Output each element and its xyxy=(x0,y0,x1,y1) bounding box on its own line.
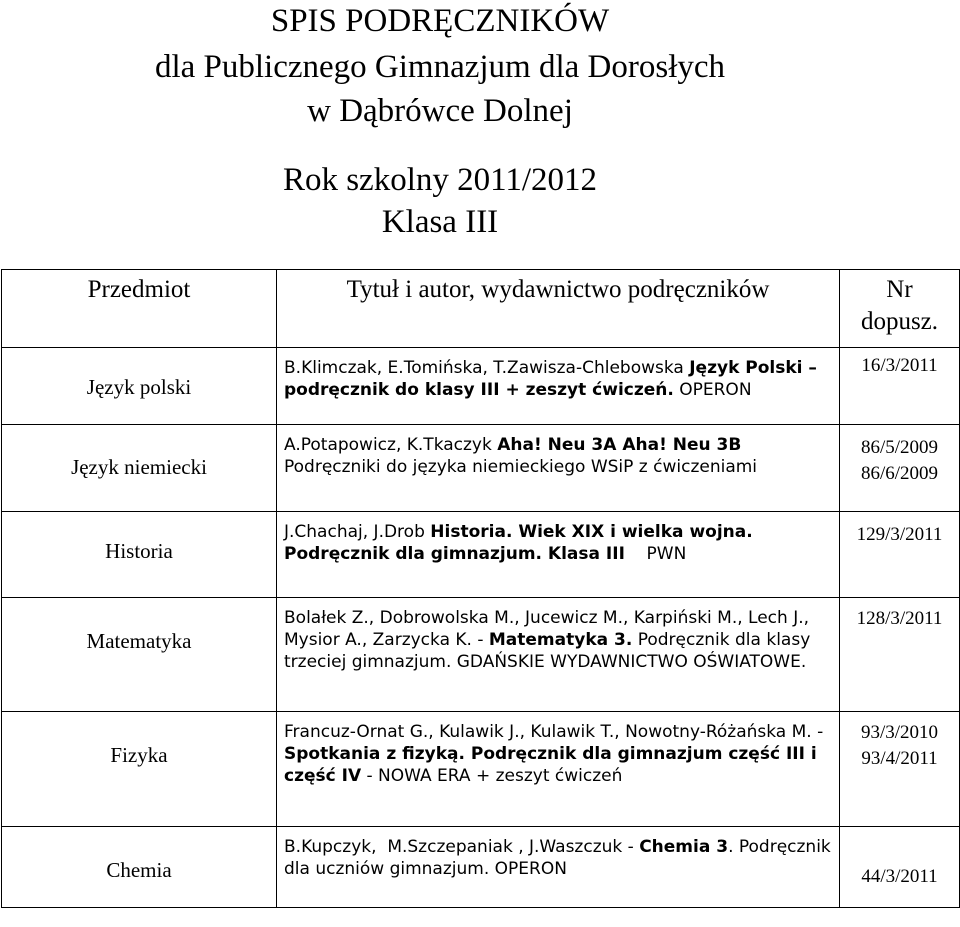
book-cell xyxy=(277,712,840,827)
header-subject: Przedmiot xyxy=(2,270,277,348)
approval-number-cell xyxy=(840,827,960,908)
approval-number: 86/6/2009 xyxy=(860,463,939,484)
approval-number: 128/3/2011 xyxy=(856,608,943,629)
approval-number: 129/3/2011 xyxy=(856,524,943,545)
title-line-3: w Dąbrówce Dolnej xyxy=(307,93,573,129)
book-cell xyxy=(277,598,840,712)
table-row xyxy=(2,425,960,512)
approval-number: 93/3/2010 xyxy=(860,722,939,743)
book-title-bold: Matematyka 3. xyxy=(488,630,633,650)
book-text: . Podręcznik dla uczniów gimnazjum. OPERON xyxy=(284,837,837,879)
subject-name: Język polski xyxy=(86,375,192,399)
subject-name: Historia xyxy=(105,539,173,563)
approval-number-cell xyxy=(840,712,960,827)
subject-name: Chemia xyxy=(106,858,172,882)
book-text: OPERON xyxy=(673,380,752,400)
book-text: A.Potapowicz, K.Tkaczyk xyxy=(284,435,498,455)
book-cell xyxy=(277,512,840,598)
book-text: Podręczniki do języka niemieckiego WSiP z ćwiczeniami xyxy=(284,435,758,477)
title-line-2: dla Publicznego Gimnazjum dla Dorosłych xyxy=(154,49,726,85)
title-line-1: SPIS PODRĘCZNIKÓW xyxy=(270,3,610,39)
approval-number-cell xyxy=(840,598,960,712)
table-row xyxy=(2,512,960,598)
subject-cell xyxy=(2,348,277,425)
book-title-bold: Spotkania z fizyką. Podręcznik dla gimnazjum część III i część IV xyxy=(284,744,823,786)
class-label: Klasa III xyxy=(381,204,499,240)
book-description xyxy=(277,712,839,787)
approval-number-cell xyxy=(840,348,960,425)
book-text: Bolałek Z., Dobrowolska M., Jucewicz M., Karpiński M., Lech J., Mysior A., Zarzycka K. - xyxy=(284,608,815,650)
book-description xyxy=(277,512,839,565)
book-text: J.Chachaj, J.Drob xyxy=(284,522,431,542)
book-text: Podręcznik dla klasy trzeciej gimnazjum. GDAŃSKIE WYDAWNICTWO OŚWIATOWE. xyxy=(284,630,816,672)
approval-number-cell xyxy=(840,512,960,598)
header-title: Tytuł i autor, wydawnictwo podręczników xyxy=(277,270,840,348)
table-row xyxy=(2,348,960,425)
table-row xyxy=(2,598,960,712)
book-cell xyxy=(277,425,840,512)
subject-name: Język niemiecki xyxy=(71,455,207,479)
book-title-bold: Historia. Wiek XIX i wielka wojna. Podręcznik dla gimnazjum. Klasa III xyxy=(284,522,759,564)
approval-number: 44/3/2011 xyxy=(861,866,938,887)
book-description xyxy=(277,425,839,478)
book-title-bold: Aha! Neu 3A Aha! Neu 3B xyxy=(497,435,742,455)
book-text: PWN xyxy=(624,544,687,564)
book-description xyxy=(277,827,839,880)
school-year: Rok szkolny 2011/2012 xyxy=(282,162,598,198)
book-title-bold: Chemia 3 xyxy=(639,837,729,857)
subject-cell xyxy=(2,712,277,827)
book-title-bold: Język Polski – podręcznik do klasy III + zeszyt ćwiczeń. xyxy=(284,358,823,400)
book-text: B.Klimczak, E.Tomińska, T.Zawisza-Chlebowska xyxy=(284,358,690,378)
subject-name: Matematyka xyxy=(86,629,192,653)
book-cell xyxy=(277,348,840,425)
subject-cell xyxy=(2,425,277,512)
book-description xyxy=(277,348,839,401)
book-text: Francuz-Ornat G., Kulawik J., Kulawik T., Nowotny-Różańska M. - xyxy=(284,722,829,742)
subject-cell xyxy=(2,512,277,598)
approval-number: 16/3/2011 xyxy=(861,355,938,376)
book-cell xyxy=(277,827,840,908)
book-text: B.Kupczyk, M.Szczepaniak , J.Waszczuk - xyxy=(284,837,640,857)
header-nr-line2: dopusz. xyxy=(860,308,939,335)
header-nr-line1: Nr xyxy=(886,276,913,303)
book-description xyxy=(277,598,839,673)
approval-number-cell xyxy=(840,425,960,512)
subject-cell xyxy=(2,827,277,908)
approval-number: 93/4/2011 xyxy=(861,748,938,769)
table-row xyxy=(2,827,960,908)
subject-name: Fizyka xyxy=(110,743,168,767)
approval-number: 86/5/2009 xyxy=(860,437,939,458)
subject-cell xyxy=(2,598,277,712)
textbook-table xyxy=(1,269,960,908)
header-nr xyxy=(840,270,960,348)
book-text: - NOWA ERA + zeszyt ćwiczeń xyxy=(361,766,623,786)
table-row xyxy=(2,712,960,827)
table-header-row xyxy=(2,270,960,348)
